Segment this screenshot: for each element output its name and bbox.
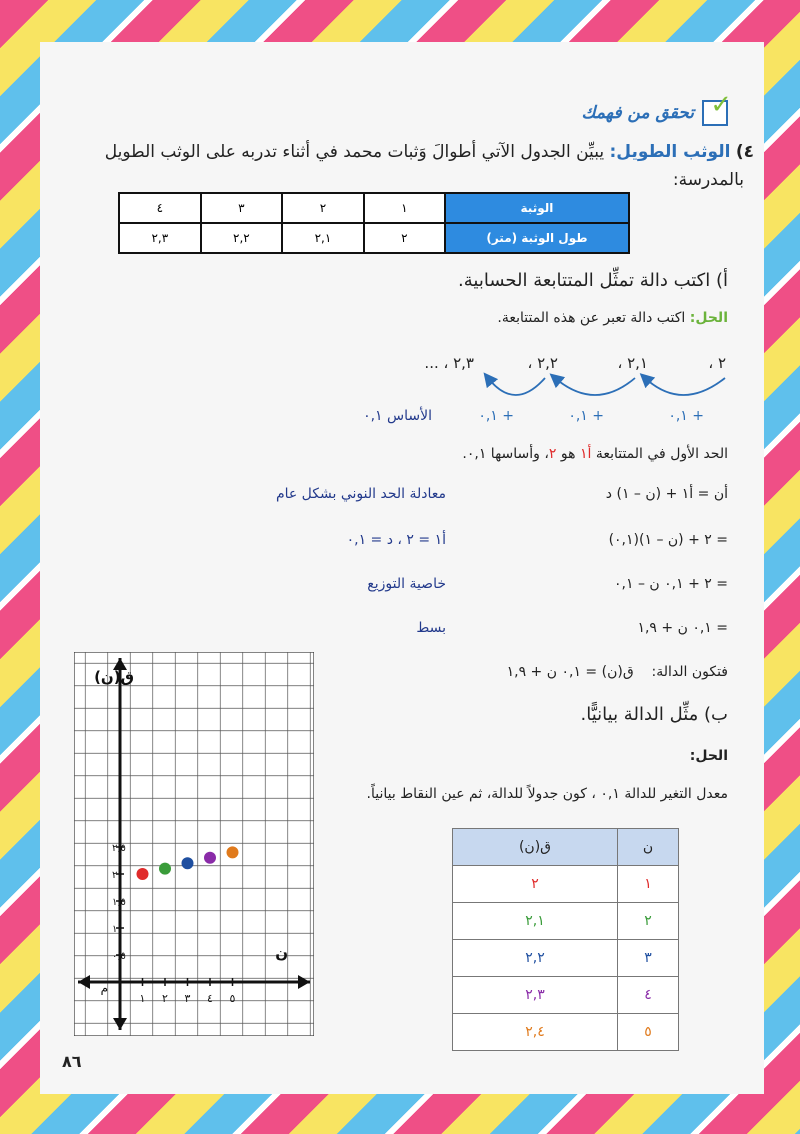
- jumps-table: [118, 192, 630, 254]
- table-cell: ٢,٢: [201, 223, 283, 253]
- first-term-mid: هو: [560, 446, 576, 462]
- first-term-line: [462, 446, 728, 462]
- table-cell: ١: [618, 866, 679, 903]
- table-cell: ١: [364, 193, 445, 223]
- table-cell: ٢,٢: [453, 940, 618, 977]
- table-cell: ٢,١: [453, 903, 618, 940]
- table-cell: ٤: [618, 977, 679, 1014]
- table-cell: ٢,١: [282, 223, 364, 253]
- solution-text: اكتب دالة تعبر عن هذه المتتابعة.: [497, 310, 686, 326]
- equation-2: = ٢ + (ن – ١)(٠,١): [608, 532, 728, 548]
- question-number: ٤): [735, 142, 754, 162]
- table-cell: ٢,٣: [119, 223, 201, 253]
- table-row: [453, 903, 679, 940]
- y-axis-label: ق(ن): [94, 668, 134, 686]
- sequence-arcs: [420, 372, 750, 412]
- x-axis-label: ن: [275, 944, 288, 962]
- question-label: الوثب الطويل:: [609, 142, 731, 162]
- part-a-solution: [497, 310, 728, 326]
- table-cell: ٤: [119, 193, 201, 223]
- part-b-title: ب) مثِّل الدالة بيانيًّا.: [580, 704, 728, 725]
- question-line: [105, 142, 754, 162]
- first-term-text: الحد الأول في المتتابعة: [595, 446, 728, 462]
- table-cell: ٣: [618, 940, 679, 977]
- x-tick-label: ٥: [229, 992, 236, 1005]
- seq-term: ٢,٣ ، ...: [424, 354, 474, 372]
- equation-4: = ٠,١ ن + ١,٩: [637, 620, 728, 636]
- first-term-symbol: أ١: [579, 446, 592, 462]
- arc-arrow: [555, 378, 635, 395]
- y-tick-label: ١,٥: [112, 897, 126, 908]
- table-cell: ٢: [618, 903, 679, 940]
- equation-3: = ٢ + ٠,١ ن – ٠,١: [614, 576, 728, 592]
- function-table: [452, 828, 679, 1051]
- data-point: [159, 863, 171, 875]
- data-point: [137, 868, 149, 880]
- x-tick-label: ٤: [207, 992, 213, 1005]
- equation-1-note: معادلة الحد النوني بشكل عام: [275, 486, 446, 502]
- table-header-row: [453, 829, 679, 866]
- col-header-f: ق(ن): [453, 829, 618, 866]
- part-a-title: أ) اكتب دالة تمثِّل المتتابعة الحسابية.: [458, 270, 728, 291]
- x-tick-label: ٣: [184, 992, 191, 1005]
- table-row: [453, 977, 679, 1014]
- equation-4-note: بسط: [416, 620, 446, 636]
- table-cell: ٢: [364, 223, 445, 253]
- table-row: [453, 1014, 679, 1051]
- equation-1: أن = أ١ + (ن – ١) د: [605, 486, 728, 502]
- y-tick-label: ٢: [112, 870, 118, 881]
- section-title: تحقق من فهمك: [581, 103, 694, 123]
- data-point: [182, 857, 194, 869]
- x-tick-label: ٢: [162, 992, 168, 1005]
- data-point: [204, 852, 216, 864]
- table-cell: ٢: [282, 193, 364, 223]
- table-cell: ٢,٤: [453, 1014, 618, 1051]
- first-term-value: ٢: [548, 446, 557, 462]
- solution-label: الحل:: [689, 310, 728, 326]
- origin-label: م: [100, 981, 108, 995]
- table-row: [119, 193, 629, 223]
- seq-term: ٢ ،: [708, 354, 726, 372]
- table-row: [453, 940, 679, 977]
- seq-term: ٢,١ ،: [617, 354, 648, 372]
- table-cell: ٢,٣: [453, 977, 618, 1014]
- y-tick-label: ٢,٥: [112, 843, 126, 854]
- equation-3-note: خاصية التوزيع: [367, 576, 446, 592]
- first-term-post: ، وأساسها ٠,١.: [462, 446, 549, 462]
- arc-arrow: [645, 378, 725, 395]
- section-header: [582, 100, 728, 126]
- equation-2-note: أ١ = ٢ ، د = ٠,١: [346, 532, 446, 548]
- y-tick-label: ١: [112, 924, 118, 935]
- page-number: ٨٦: [62, 1052, 82, 1071]
- row-header: طول الوثبة (متر): [445, 223, 629, 253]
- function-graph: [74, 652, 314, 1036]
- function-expression: ق(ن) = ٠,١ ن + ١,٩: [506, 664, 634, 680]
- data-point: [227, 846, 239, 858]
- part-b-solution-text: معدل التغير للدالة ٠,١ ، كون جدولاً للدالة، ثم عين النقاط بيانياً.: [366, 786, 728, 802]
- x-tick-label: ١: [139, 992, 146, 1005]
- y-tick-label: ٠,٥: [112, 951, 126, 962]
- row-header: الوثبة: [445, 193, 629, 223]
- graph-grid: [74, 652, 314, 1036]
- seq-term: ٢,٢ ،: [527, 354, 558, 372]
- function-label: فتكون الدالة:: [651, 664, 728, 680]
- table-row: [119, 223, 629, 253]
- page-sheet: [40, 42, 764, 1094]
- diff-label: + ٠,١: [668, 408, 704, 424]
- col-header-n: ن: [618, 829, 679, 866]
- checkmark-icon: [702, 100, 728, 126]
- table-cell: ٣: [201, 193, 283, 223]
- question-text-2: بالمدرسة:: [672, 170, 744, 190]
- table-row: [453, 866, 679, 903]
- solution-label: الحل:: [689, 748, 728, 764]
- base-label: الأساس ٠,١: [363, 408, 432, 424]
- diff-label: + ٠,١: [478, 408, 514, 424]
- diff-label: + ٠,١: [568, 408, 604, 424]
- table-cell: ٢: [453, 866, 618, 903]
- arc-arrow: [488, 378, 545, 395]
- table-cell: ٥: [618, 1014, 679, 1051]
- question-text: يبيِّن الجدول الآتي أطوالَ وَثبات محمد في أثناء تدربه على الوثب الطويل: [104, 142, 605, 162]
- function-line: [507, 664, 728, 680]
